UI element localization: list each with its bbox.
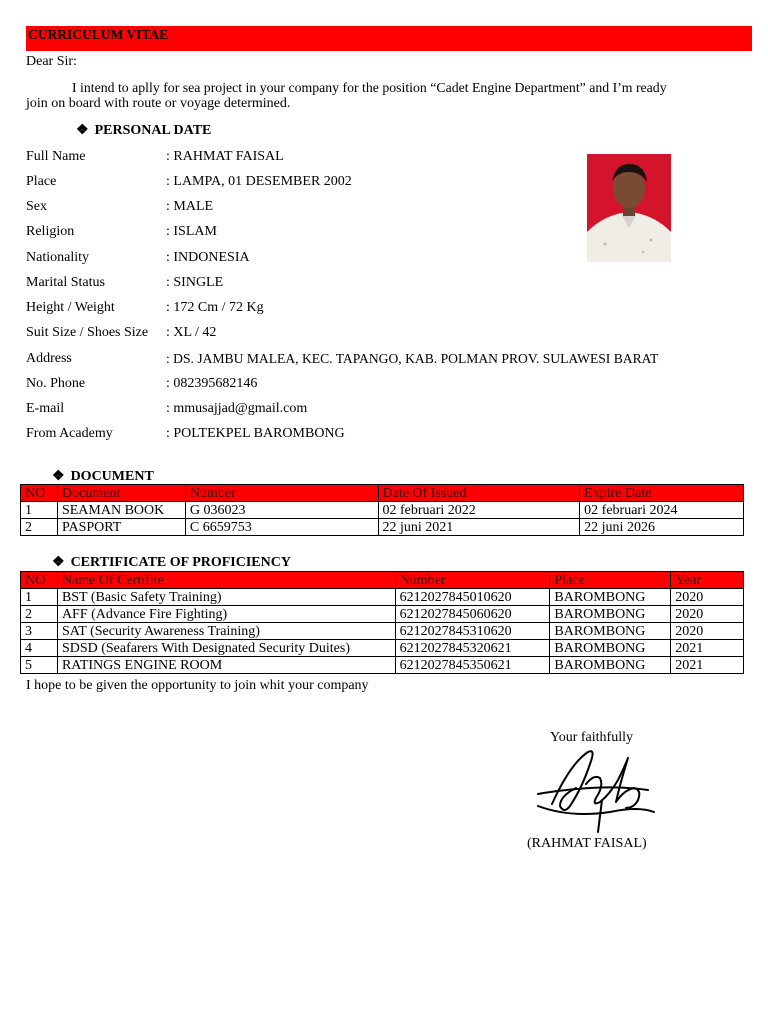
portrait-image [585,152,673,264]
table-cell: 2021 [671,640,744,657]
document-heading-label: DOCUMENT [70,469,154,484]
table-row [21,606,744,623]
table-row [21,519,744,536]
column-header: Place [550,572,671,589]
certificate-table-header [21,572,744,589]
personal-label: From Academy [26,426,113,441]
table-cell: 2020 [671,606,744,623]
table-cell: 6212027845060620 [395,606,550,623]
table-cell: 6212027845010620 [395,589,550,606]
column-header: NO [21,485,58,502]
table-cell: C 6659753 [185,519,378,536]
table-cell: 2020 [671,623,744,640]
table-cell: 5 [21,657,58,674]
table-cell: 1 [21,589,58,606]
table-cell: BAROMBONG [550,589,671,606]
column-header: Date Of Issued [378,485,580,502]
personal-label: Height / Weight [26,300,115,315]
personal-value: : MALE [166,199,214,214]
personal-label: E-mail [26,401,65,416]
personal-value: : mmusajjad@gmail.com [166,401,308,416]
personal-value: : POLTEKPEL BAROMBONG [166,426,345,441]
certificate-heading [52,554,291,571]
table-cell: 1 [21,502,58,519]
table-cell: SAT (Security Awareness Training) [57,623,395,640]
certificate-table [20,571,744,674]
personal-value: : 172 Cm / 72 Kg [166,300,264,315]
table-cell: SEAMAN BOOK [57,502,185,519]
personal-label: Nationality [26,250,89,265]
column-header: Expire Date [580,485,744,502]
column-header: Number [395,572,550,589]
table-cell: 4 [21,640,58,657]
table-cell: 6212027845350621 [395,657,550,674]
personal-value: : LAMPA, 01 DESEMBER 2002 [166,174,352,189]
signatory-name: (RAHMAT FAISAL) [527,836,647,851]
personal-heading [76,122,211,139]
document-table [20,484,744,536]
table-cell: BST (Basic Safety Training) [57,589,395,606]
column-header: NO [21,572,58,589]
table-cell: 2021 [671,657,744,674]
table-cell: BAROMBONG [550,606,671,623]
diamond-bullet-icon: ❖ [76,123,89,138]
table-cell: 2 [21,606,58,623]
document-heading [52,468,154,485]
table-cell: 02 februari 2022 [378,502,580,519]
regards-text: Your faithfully [550,730,633,745]
personal-label: Address [26,351,72,366]
table-cell: 2020 [671,589,744,606]
personal-value: : ISLAM [166,224,217,239]
signature [530,744,660,834]
personal-value: : 082395682146 [166,376,258,391]
table-row [21,502,744,519]
personal-value: : RAHMAT FAISAL [166,149,284,164]
personal-label: Sex [26,199,47,214]
greeting: Dear Sir: [26,54,77,69]
personal-label: Marital Status [26,275,105,290]
table-cell: RATINGS ENGINE ROOM [57,657,395,674]
title-bar [26,26,752,51]
table-cell: 2 [21,519,58,536]
intro-line-2: join on board with route or voyage determined. [26,96,291,111]
column-header: Year [671,572,744,589]
table-row [21,640,744,657]
table-cell: BAROMBONG [550,657,671,674]
personal-value: : XL / 42 [166,325,217,340]
document-table-header [21,485,744,502]
table-cell: 02 februari 2024 [580,502,744,519]
document-title: CURRICULUM VITAE [28,27,169,42]
column-header: Document [57,485,185,502]
intro-line-1: I intend to aplly for sea project in your company for the position “Cadet Engine Department” and I’m ready [72,80,667,95]
table-cell: 6212027845310620 [395,623,550,640]
table-cell: 22 juni 2021 [378,519,580,536]
personal-label: Religion [26,224,75,239]
table-row [21,589,744,606]
table-cell: 6212027845320621 [395,640,550,657]
table-row [21,623,744,640]
personal-value: : SINGLE [166,275,224,290]
diamond-bullet-icon: ❖ [52,555,65,570]
table-row [21,657,744,674]
table-cell: 3 [21,623,58,640]
table-cell: AFF (Advance Fire Fighting) [57,606,395,623]
table-cell: SDSD (Seafarers With Designated Security Duites) [57,640,395,657]
personal-value: : DS. JAMBU MALEA, KEC. TAPANGO, KAB. POLMAN PROV. SULAWESI BARAT [166,351,659,366]
personal-label: No. Phone [26,376,86,391]
personal-label: Suit Size / Shoes Size [26,325,149,340]
personal-heading-label: PERSONAL DATE [94,123,212,138]
closing-text: I hope to be given the opportunity to join whit your company [26,678,369,693]
certificate-heading-label: CERTIFICATE OF PROFICIENCY [70,555,291,570]
column-header: Number [185,485,378,502]
signature-image [530,744,660,834]
table-cell: G 036023 [185,502,378,519]
table-cell: BAROMBONG [550,640,671,657]
personal-label: Place [26,174,57,189]
column-header: Name Of Certifite [57,572,395,589]
personal-label: Full Name [26,149,86,164]
diamond-bullet-icon: ❖ [52,469,65,484]
personal-value: : INDONESIA [166,250,250,265]
profile-photo [585,152,673,264]
table-cell: 22 juni 2026 [580,519,744,536]
table-cell: PASPORT [57,519,185,536]
table-cell: BAROMBONG [550,623,671,640]
